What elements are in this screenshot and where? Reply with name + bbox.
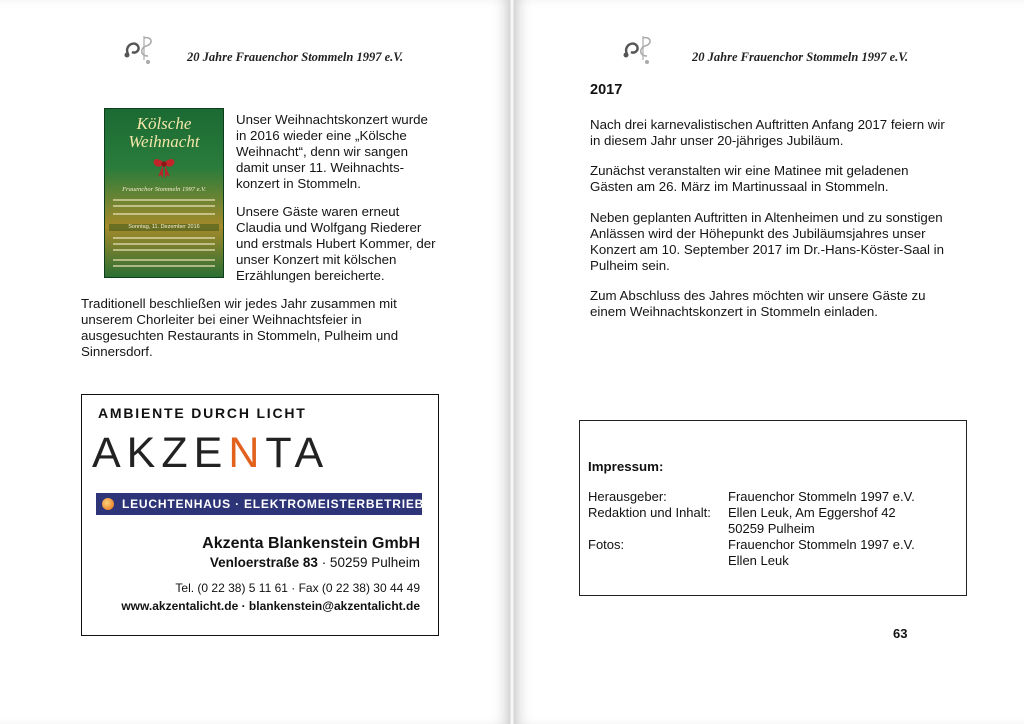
left-page	[0, 0, 509, 724]
impressum-heading: Impressum:	[588, 459, 664, 474]
paragraph-anniversary: Nach drei karnevalistischen Auftritten Anfang 2017 feiern wir in diesem Jahr unser 20-jähriges Jubiläum.	[590, 117, 945, 148]
impressum-label: Redaktion und Inhalt:	[588, 505, 711, 520]
running-header: 20 Jahre Frauenchor Stommeln 1997 e.V.	[187, 50, 404, 64]
poster-subtitle: Frauenchor Stommeln 1997 e.V.	[122, 186, 206, 193]
lightbulb-icon	[102, 498, 114, 510]
ad-address: Venloerstraße 83 · 50259 Pulheim	[209, 555, 420, 570]
christmas-bow-icon	[150, 153, 178, 179]
paragraph-highlight-concert: Neben geplanten Auftritten in Altenheimen und zu sonstigen Anlässen wird der Höhepunkt des Jubiläumsjahres unser Konzert am 10. September 2017 im Dr.-Hans-Köster-Saal in Pulheim sein.	[590, 210, 945, 273]
impressum-label: Fotos:	[588, 537, 625, 552]
ad-company-name: Akzenta Blankenstein GmbH	[202, 535, 420, 552]
ad-banner: LEUCHTENHAUS · ELEKTROMEISTERBETRIEB	[96, 493, 422, 515]
paragraph-concert-2016: Unser Weihnachtskonzert wurde in 2016 wieder eine „Kölsche Weihnacht“, denn wir sangen damit unser 11. Weihnachts- konzert in Stommeln.	[236, 112, 428, 191]
page-number: 63	[893, 626, 908, 641]
running-header: 20 Jahre Frauenchor Stommeln 1997 e.V.	[692, 50, 909, 64]
impressum-value: Ellen Leuk	[728, 553, 789, 568]
impressum-value: Frauenchor Stommeln 1997 e.V.	[728, 537, 915, 552]
impressum-value: Frauenchor Stommeln 1997 e.V.	[728, 489, 915, 504]
impressum-label: Herausgeber:	[588, 489, 667, 504]
right-page	[515, 0, 1024, 724]
impressum-value: 50259 Pulheim	[728, 521, 815, 536]
paragraph-matinee: Zunächst veranstalten wir eine Matinee mit geladenen Gästen am 26. März im Martinussaal in Stommeln.	[590, 163, 909, 194]
music-clef-icon	[617, 28, 661, 68]
ad-web-email: www.akzentalicht.de · blankenstein@akzentalicht.de	[121, 599, 420, 613]
concert-poster	[104, 108, 224, 278]
impressum-box	[579, 420, 967, 596]
music-clef-icon	[118, 28, 162, 68]
ad-phone: Tel. (0 22 38) 5 11 61 · Fax (0 22 38) 30 44 49	[175, 581, 420, 595]
impressum-value: Ellen Leuk, Am Eggershof 42	[728, 505, 896, 520]
section-heading-year: 2017	[590, 82, 623, 98]
poster-date: Sonntag, 11. Dezember 2016	[109, 224, 219, 231]
poster-title: Kölsche Weihnacht	[128, 114, 200, 151]
paragraph-guests: Unsere Gäste waren erneut Claudia und Wolfgang Riederer und erstmals Hubert Kommer, der unser Konzert mit kölschen Erzählungen bereicherte.	[236, 204, 436, 283]
akzenta-advertisement	[81, 394, 439, 636]
paragraph-christmas-party: Traditionell beschließen wir jedes Jahr zusammen mit unserem Chorleiter bei einer Weihnachtsfeier in ausgesuchten Restaurants in Stommeln, Pulheim und Sinnersdorf.	[81, 296, 399, 359]
paragraph-closing: Zum Abschluss des Jahres möchten wir unsere Gäste zu einem Weihnachtskonzert in Stommeln einladen.	[590, 288, 926, 319]
ad-tagline: AMBIENTE DURCH LICHT	[98, 405, 307, 421]
akzenta-logo: AKZENTA	[92, 429, 330, 477]
